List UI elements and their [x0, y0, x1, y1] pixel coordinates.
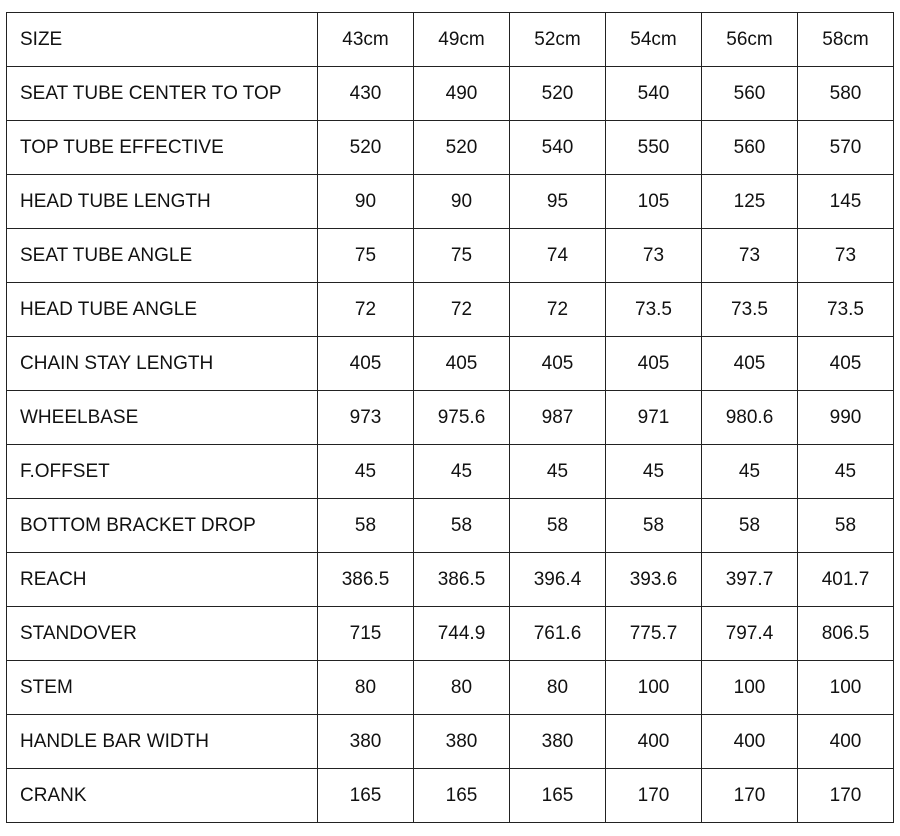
- value-cell: 386.5: [414, 553, 510, 607]
- value-cell: 397.7: [702, 553, 798, 607]
- geometry-table-body: [7, 13, 894, 823]
- value-cell: 580: [798, 67, 894, 121]
- value-cell: 761.6: [510, 607, 606, 661]
- value-cell: 400: [798, 715, 894, 769]
- value-cell: 73.5: [702, 283, 798, 337]
- value-cell: 973: [318, 391, 414, 445]
- value-cell: 540: [510, 121, 606, 175]
- value-cell: 550: [606, 121, 702, 175]
- value-cell: 95: [510, 175, 606, 229]
- value-cell: 540: [606, 67, 702, 121]
- table-row: [7, 175, 894, 229]
- value-cell: 100: [798, 661, 894, 715]
- value-cell: 72: [318, 283, 414, 337]
- value-cell: 405: [510, 337, 606, 391]
- row-label: STEM: [7, 661, 318, 715]
- value-cell: 125: [702, 175, 798, 229]
- value-cell: 45: [702, 445, 798, 499]
- value-cell: 520: [414, 121, 510, 175]
- table-row: [7, 499, 894, 553]
- value-cell: 170: [798, 769, 894, 823]
- value-cell: 58: [702, 499, 798, 553]
- value-cell: 430: [318, 67, 414, 121]
- value-cell: 145: [798, 175, 894, 229]
- value-cell: 715: [318, 607, 414, 661]
- table-row: [7, 661, 894, 715]
- geometry-table: [6, 12, 894, 823]
- value-cell: 400: [702, 715, 798, 769]
- value-cell: 380: [414, 715, 510, 769]
- value-cell: 73.5: [606, 283, 702, 337]
- value-cell: 386.5: [318, 553, 414, 607]
- row-label: REACH: [7, 553, 318, 607]
- table-row: [7, 607, 894, 661]
- table-header-row: [7, 13, 894, 67]
- table-row: [7, 715, 894, 769]
- value-cell: 980.6: [702, 391, 798, 445]
- table-row: [7, 283, 894, 337]
- value-cell: 405: [606, 337, 702, 391]
- value-cell: 58: [414, 499, 510, 553]
- value-cell: 100: [606, 661, 702, 715]
- size-header-cell: 52cm: [510, 13, 606, 67]
- value-cell: 405: [318, 337, 414, 391]
- value-cell: 58: [606, 499, 702, 553]
- value-cell: 45: [606, 445, 702, 499]
- value-cell: 90: [318, 175, 414, 229]
- value-cell: 393.6: [606, 553, 702, 607]
- value-cell: 990: [798, 391, 894, 445]
- row-label: HEAD TUBE ANGLE: [7, 283, 318, 337]
- value-cell: 58: [510, 499, 606, 553]
- value-cell: 74: [510, 229, 606, 283]
- value-cell: 560: [702, 121, 798, 175]
- value-cell: 100: [702, 661, 798, 715]
- value-cell: 744.9: [414, 607, 510, 661]
- value-cell: 797.4: [702, 607, 798, 661]
- value-cell: 971: [606, 391, 702, 445]
- value-cell: 775.7: [606, 607, 702, 661]
- size-header-cell: 49cm: [414, 13, 510, 67]
- value-cell: 45: [798, 445, 894, 499]
- value-cell: 58: [798, 499, 894, 553]
- value-cell: 73: [798, 229, 894, 283]
- value-cell: 90: [414, 175, 510, 229]
- value-cell: 975.6: [414, 391, 510, 445]
- value-cell: 400: [606, 715, 702, 769]
- size-header-cell: 43cm: [318, 13, 414, 67]
- value-cell: 80: [510, 661, 606, 715]
- row-label: TOP TUBE EFFECTIVE: [7, 121, 318, 175]
- value-cell: 405: [702, 337, 798, 391]
- value-cell: 45: [510, 445, 606, 499]
- table-row: [7, 445, 894, 499]
- table-row: [7, 391, 894, 445]
- value-cell: 396.4: [510, 553, 606, 607]
- size-header-cell: 54cm: [606, 13, 702, 67]
- table-row: [7, 67, 894, 121]
- size-header-cell: 58cm: [798, 13, 894, 67]
- value-cell: 72: [510, 283, 606, 337]
- value-cell: 560: [702, 67, 798, 121]
- row-label: CHAIN STAY LENGTH: [7, 337, 318, 391]
- table-row: [7, 553, 894, 607]
- value-cell: 165: [318, 769, 414, 823]
- row-label: HANDLE BAR WIDTH: [7, 715, 318, 769]
- value-cell: 58: [318, 499, 414, 553]
- value-cell: 75: [414, 229, 510, 283]
- row-label: SEAT TUBE CENTER TO TOP: [7, 67, 318, 121]
- table-row: [7, 337, 894, 391]
- value-cell: 73.5: [798, 283, 894, 337]
- value-cell: 806.5: [798, 607, 894, 661]
- value-cell: 490: [414, 67, 510, 121]
- value-cell: 105: [606, 175, 702, 229]
- value-cell: 520: [318, 121, 414, 175]
- value-cell: 405: [414, 337, 510, 391]
- row-label: BOTTOM BRACKET DROP: [7, 499, 318, 553]
- value-cell: 45: [318, 445, 414, 499]
- row-label: STANDOVER: [7, 607, 318, 661]
- table-row: [7, 121, 894, 175]
- value-cell: 80: [318, 661, 414, 715]
- row-label: SEAT TUBE ANGLE: [7, 229, 318, 283]
- value-cell: 380: [510, 715, 606, 769]
- value-cell: 73: [606, 229, 702, 283]
- table-row: [7, 229, 894, 283]
- value-cell: 987: [510, 391, 606, 445]
- value-cell: 405: [798, 337, 894, 391]
- value-cell: 570: [798, 121, 894, 175]
- value-cell: 75: [318, 229, 414, 283]
- value-cell: 401.7: [798, 553, 894, 607]
- row-label: HEAD TUBE LENGTH: [7, 175, 318, 229]
- value-cell: 72: [414, 283, 510, 337]
- value-cell: 165: [510, 769, 606, 823]
- row-label: F.OFFSET: [7, 445, 318, 499]
- value-cell: 170: [606, 769, 702, 823]
- value-cell: 520: [510, 67, 606, 121]
- value-cell: 170: [702, 769, 798, 823]
- table-row: [7, 769, 894, 823]
- size-header-cell: 56cm: [702, 13, 798, 67]
- row-label: WHEELBASE: [7, 391, 318, 445]
- row-label: CRANK: [7, 769, 318, 823]
- size-header-label: SIZE: [7, 13, 318, 67]
- value-cell: 165: [414, 769, 510, 823]
- value-cell: 45: [414, 445, 510, 499]
- value-cell: 80: [414, 661, 510, 715]
- value-cell: 73: [702, 229, 798, 283]
- value-cell: 380: [318, 715, 414, 769]
